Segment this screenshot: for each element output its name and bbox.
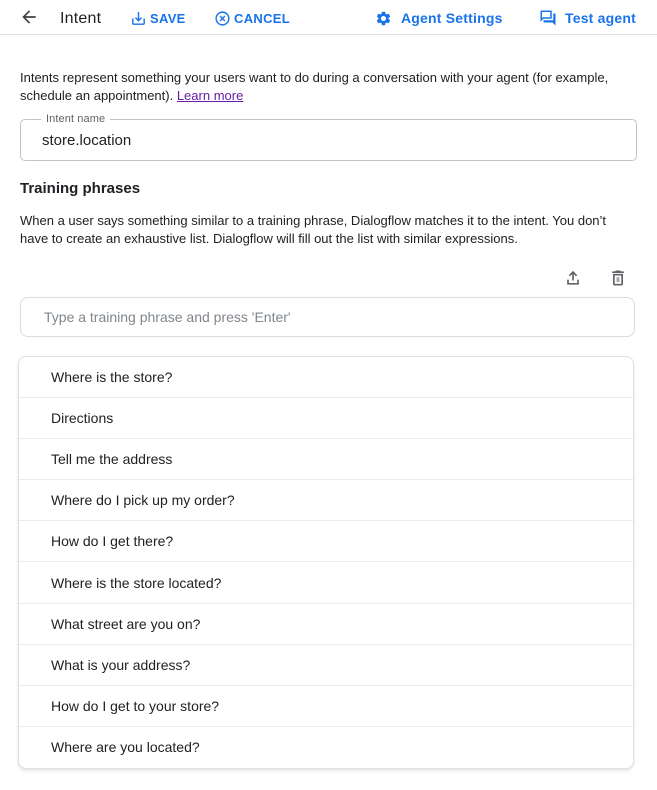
training-phrase-row[interactable]: Where is the store located? xyxy=(19,562,633,603)
back-button[interactable] xyxy=(18,7,40,29)
training-phrase-row[interactable]: Directions xyxy=(19,398,633,439)
intent-name-field xyxy=(20,113,637,161)
training-phrase-row[interactable]: Where are you located? xyxy=(51,739,200,756)
intent-name-label: Intent name xyxy=(41,113,110,125)
intents-description xyxy=(20,69,640,105)
gear-icon xyxy=(375,10,392,27)
training-phrase-row[interactable]: How do I get there? xyxy=(19,521,633,562)
test-agent-label: Test agent xyxy=(565,10,636,26)
training-phrase-row[interactable]: Where do I pick up my order? xyxy=(19,480,633,521)
learn-more-link[interactable]: Learn more xyxy=(176,88,244,103)
training-phrase-input[interactable] xyxy=(20,297,635,337)
training-phrases-title: Training phrases xyxy=(20,180,141,197)
training-phrases-list xyxy=(18,356,634,769)
intent-name-input[interactable] xyxy=(21,120,636,160)
training-phrase-row[interactable]: Tell me the address xyxy=(19,439,633,480)
phrase-actions xyxy=(563,268,628,288)
training-phrase-row[interactable]: What street are you on? xyxy=(19,604,633,645)
chat-forum-icon xyxy=(539,9,557,27)
training-phrase-row[interactable]: What is your address? xyxy=(19,645,633,686)
trash-icon xyxy=(608,268,628,288)
training-phrases-description: When a user says something similar to a training phrase, Dialogflow matches it to the intent. You don’t have to create an exhaustive list. Dialogflow will fill out the list with similar expressions. xyxy=(20,213,607,246)
save-button-label: SAVE xyxy=(150,10,186,26)
upload-phrases-button[interactable] xyxy=(563,268,583,288)
cancel-icon xyxy=(214,10,231,27)
agent-settings-button[interactable] xyxy=(375,6,503,30)
training-phrase-row[interactable]: Where is the store? xyxy=(19,357,633,398)
save-button[interactable] xyxy=(130,6,186,30)
toolbar xyxy=(0,0,657,35)
intents-description-text: Intents represent something your users want to do during a conversation with your agent (for example, schedule an appointment). xyxy=(20,70,609,103)
upload-icon xyxy=(563,268,583,288)
agent-settings-label: Agent Settings xyxy=(401,10,503,26)
save-icon xyxy=(130,10,147,27)
cancel-button-label: CANCEL xyxy=(234,10,290,26)
delete-phrases-button[interactable] xyxy=(608,268,628,288)
arrow-back-icon xyxy=(19,7,39,30)
training-phrase-row[interactable]: How do I get to your store? xyxy=(19,686,633,727)
cancel-button[interactable] xyxy=(214,6,290,30)
test-agent-button[interactable] xyxy=(539,6,636,30)
page-title: Intent xyxy=(60,10,102,27)
